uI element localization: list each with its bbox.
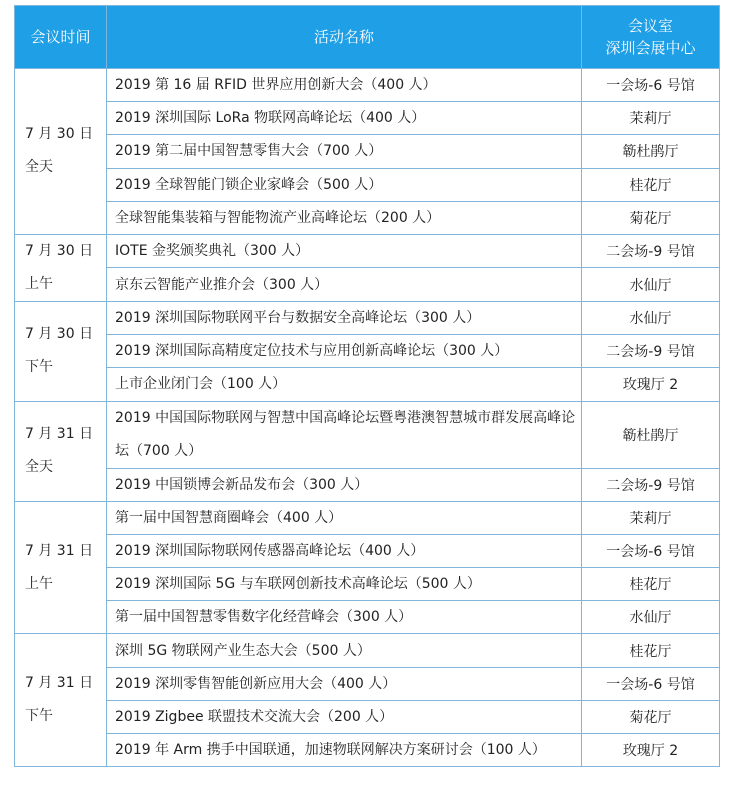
venue-cell: 桂花厅 [582,168,720,201]
event-name: IOTE 金奖颁奖典礼（300 人） [107,234,582,268]
venue-cell: 水仙厅 [582,268,720,302]
venue-cell: 簕杜鹃厅 [582,401,720,468]
venue-cell: 茉莉厅 [582,102,720,135]
table-row [15,667,720,700]
table-row [15,301,720,334]
venue-cell: 一会场-6 号馆 [582,667,720,700]
venue-cell: 桂花厅 [582,568,720,601]
event-name: 2019 深圳国际 5G 与车联网创新技术高峰论坛（500 人） [107,568,582,601]
event-name: 2019 第 16 届 RFID 世界应用创新大会（400 人） [107,69,582,102]
table-row [15,501,720,534]
table-row [15,568,720,601]
event-name: 2019 深圳零售智能创新应用大会（400 人） [107,667,582,700]
venue-cell: 茉莉厅 [582,501,720,534]
event-name: 2019 深圳国际高精度定位技术与应用创新高峰论坛（300 人） [107,335,582,368]
period-text: 全天 [25,459,53,476]
header-venue-line1: 会议室 [627,17,673,35]
schedule-table [14,5,720,767]
table-row [15,401,720,468]
date-text: 7 月 30 日 [25,126,94,143]
date-cell [15,234,107,301]
venue-cell: 桂花厅 [582,634,720,667]
venue-cell: 二会场-9 号馆 [582,468,720,501]
venue-cell: 二会场-9 号馆 [582,335,720,368]
venue-cell: 一会场-6 号馆 [582,534,720,567]
venue-cell: 菊花厅 [582,201,720,234]
table-row [15,734,720,767]
event-name: 京东云智能产业推介会（300 人） [107,268,582,302]
table-row [15,368,720,401]
date-text: 7 月 31 日 [25,675,94,692]
event-name: 第一届中国智慧零售数字化经营峰会（300 人） [107,601,582,634]
event-name: 深圳 5G 物联网产业生态大会（500 人） [107,634,582,667]
period-text: 全天 [25,159,53,176]
period-text: 上午 [25,275,53,292]
date-cell [15,401,107,501]
table-row [15,135,720,168]
date-cell [15,634,107,767]
table-row [15,601,720,634]
event-name: 全球智能集装箱与智能物流产业高峰论坛（200 人） [107,201,582,234]
header-event: 活动名称 [107,6,582,69]
date-text: 7 月 31 日 [25,426,94,443]
venue-cell: 玫瑰厅 2 [582,368,720,401]
table-row [15,234,720,268]
venue-cell: 簕杜鹃厅 [582,135,720,168]
event-name: 2019 深圳国际物联网传感器高峰论坛（400 人） [107,534,582,567]
table-row [15,634,720,667]
venue-cell: 水仙厅 [582,601,720,634]
event-name: 2019 第二届中国智慧零售大会（700 人） [107,135,582,168]
period-text: 下午 [25,359,53,376]
date-cell [15,301,107,401]
table-row [15,102,720,135]
event-name: 2019 中国国际物联网与智慧中国高峰论坛暨粤港澳智慧城市群发展高峰论坛（700 人） [107,401,582,468]
header-venue-line2: 深圳会展中心 [605,39,696,57]
venue-cell: 水仙厅 [582,301,720,334]
header-row [15,6,720,69]
event-name: 2019 年 Arm 携手中国联通，加速物联网解决方案研讨会（100 人） [107,734,582,767]
table-row [15,268,720,302]
event-name: 第一届中国智慧商圈峰会（400 人） [107,501,582,534]
table-row [15,201,720,234]
event-name: 2019 深圳国际物联网平台与数据安全高峰论坛（300 人） [107,301,582,334]
date-text: 7 月 30 日 [25,326,94,343]
table-row [15,69,720,102]
period-text: 下午 [25,708,53,725]
event-name: 2019 全球智能门锁企业家峰会（500 人） [107,168,582,201]
date-cell [15,501,107,634]
table-row [15,335,720,368]
table-row [15,168,720,201]
header-venue [582,6,720,69]
date-text: 7 月 31 日 [25,542,94,559]
event-name: 2019 中国锁博会新品发布会（300 人） [107,468,582,501]
table-row [15,468,720,501]
header-time: 会议时间 [15,6,107,69]
venue-cell: 玫瑰厅 2 [582,734,720,767]
date-cell [15,69,107,235]
venue-cell: 二会场-9 号馆 [582,234,720,268]
event-name: 2019 深圳国际 LoRa 物联网高峰论坛（400 人） [107,102,582,135]
table-row [15,700,720,733]
venue-cell: 一会场-6 号馆 [582,69,720,102]
table-row [15,534,720,567]
event-name: 2019 Zigbee 联盟技术交流大会（200 人） [107,700,582,733]
venue-cell: 菊花厅 [582,700,720,733]
event-name: 上市企业闭门会（100 人） [107,368,582,401]
date-text: 7 月 30 日 [25,242,94,259]
period-text: 上午 [25,575,53,592]
